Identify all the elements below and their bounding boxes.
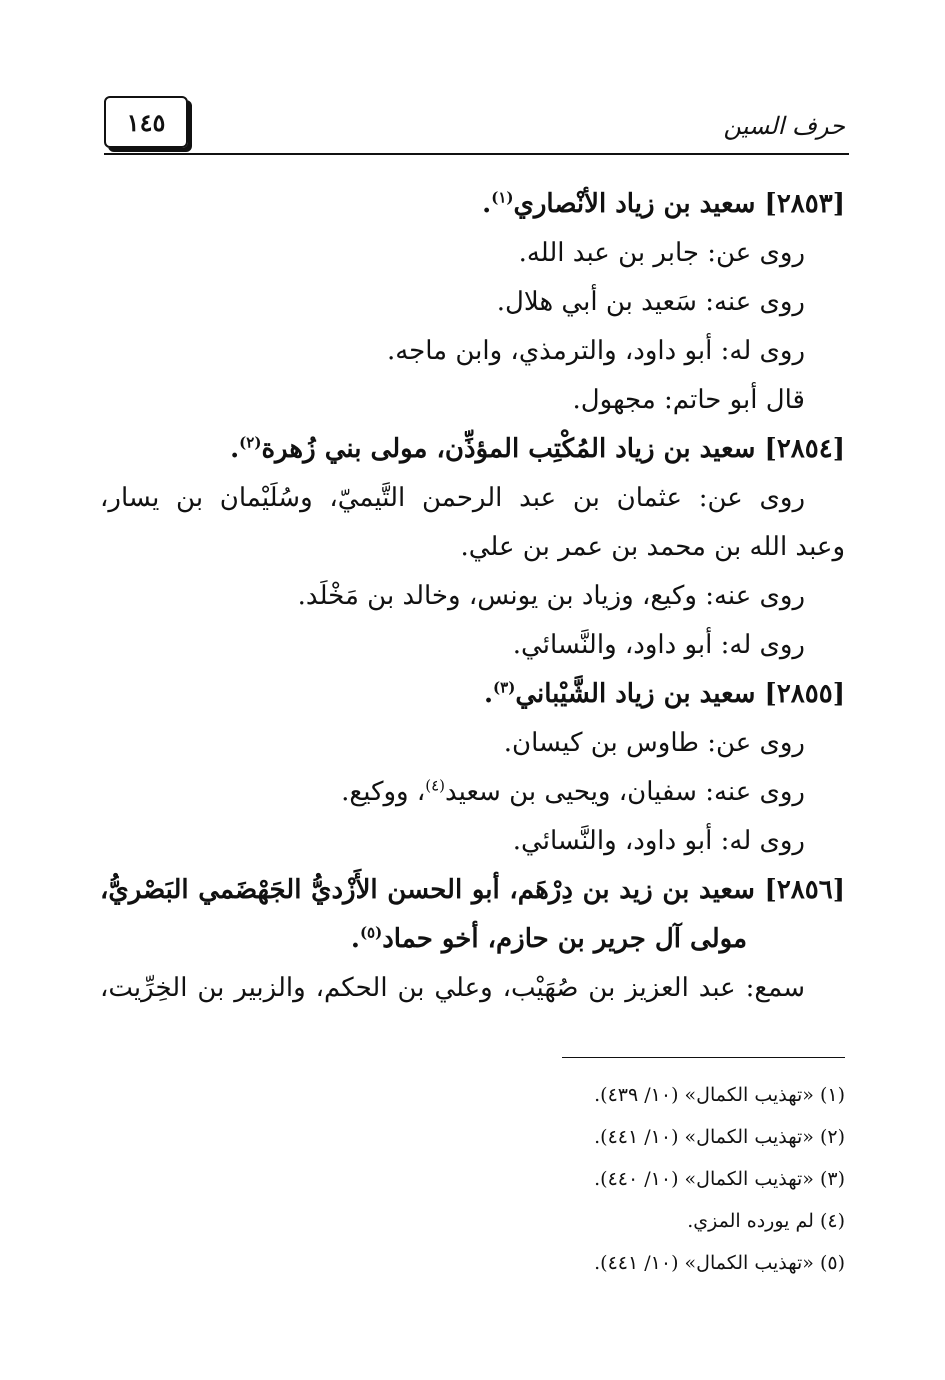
entry-line: روى عن: عثمان بن عبد الرحمن التَّيميّ، وسُلَيْمان بن يسار، — [100, 483, 805, 513]
footnote-4: (٤) لم يورده المزي. — [687, 1210, 845, 1232]
entry-line — [100, 768, 845, 817]
entry-heading-text: مولى آل جرير بن حازم، أخو حماد — [382, 924, 747, 954]
footnote-3: (٣) «تهذيب الكمال» (١٠/ ٤٤٠). — [594, 1168, 845, 1190]
entry-line-text: ، ووكيع. — [341, 777, 426, 807]
entry-line: قال أبو حاتم: مجهول. — [572, 385, 805, 415]
heading-end: . — [483, 679, 494, 709]
footnote-5: (٥) «تهذيب الكمال» (١٠/ ٤٤١). — [594, 1252, 845, 1274]
page-number-text: ١٤٥ — [126, 107, 166, 137]
main-text — [100, 180, 845, 1013]
footnote-ref-2: (٢) — [239, 433, 262, 452]
footnote-rule — [562, 1057, 845, 1058]
entry-heading-2855 — [100, 670, 845, 719]
entry-heading-text: [٢٨٥٤] سعيد بن زياد المُكْتِب المؤذِّن، مولى بني زُهرة — [261, 434, 845, 464]
header-rule — [104, 153, 849, 155]
entry-line: روى عنه: وكيع، وزياد بن يونس، وخالد بن مَخْلَد. — [297, 581, 805, 611]
footnote-2: (٢) «تهذيب الكمال» (١٠/ ٤٤١). — [594, 1126, 845, 1148]
footnote-1: (١) «تهذيب الكمال» (١٠/ ٤٣٩). — [594, 1084, 845, 1106]
entry-line: روى له: أبو داود، والنَّسائي. — [512, 630, 805, 660]
footnotes — [594, 1074, 845, 1284]
footnote-ref-1: (١) — [491, 188, 514, 207]
entry-line: روى عن: جابر بن عبد الله. — [518, 238, 805, 268]
entry-line: روى عنه: سَعيد بن أبي هلال. — [496, 287, 805, 317]
page-number — [104, 96, 188, 148]
entry-heading-2854 — [100, 425, 845, 474]
entry-heading-text: [٢٨٥٥] سعيد بن زياد الشَّيْباني — [515, 679, 845, 709]
entry-line: وعبد الله بن محمد بن عمر بن علي. — [460, 532, 845, 562]
entry-line: روى له: أبو داود، والترمذي، وابن ماجه. — [386, 336, 805, 366]
entry-line: سمع: عبد العزيز بن صُهَيْب، وعلي بن الحكم، والزبير بن الخِرِّيت، — [100, 973, 805, 1003]
entry-heading-2856: [٢٨٥٦] سعيد بن زيد بن دِرْهَم، أبو الحسن الأَزْديُّ الجَهْضَمي البَصْريُّ، — [100, 875, 845, 905]
entry-line-text: روى عنه: سفيان، ويحيى بن سعيد — [445, 777, 805, 807]
footnote-ref-4: (٤) — [425, 776, 446, 795]
entry-line: روى عن: طاوس بن كيسان. — [503, 728, 805, 758]
entry-heading-2856-cont — [100, 915, 845, 964]
footnote-ref-5: (٥) — [359, 923, 383, 942]
entry-heading-text: [٢٨٥٣] سعيد بن زياد الأنْصاري — [513, 189, 845, 219]
heading-end: . — [230, 434, 240, 464]
heading-end: . — [350, 924, 360, 954]
heading-end: . — [482, 189, 492, 219]
entry-line: روى له: أبو داود، والنَّسائي. — [512, 826, 805, 856]
footnote-ref-3: (٣) — [493, 678, 516, 697]
entry-heading-2853 — [100, 180, 845, 229]
running-head: حرف السين — [723, 112, 845, 140]
